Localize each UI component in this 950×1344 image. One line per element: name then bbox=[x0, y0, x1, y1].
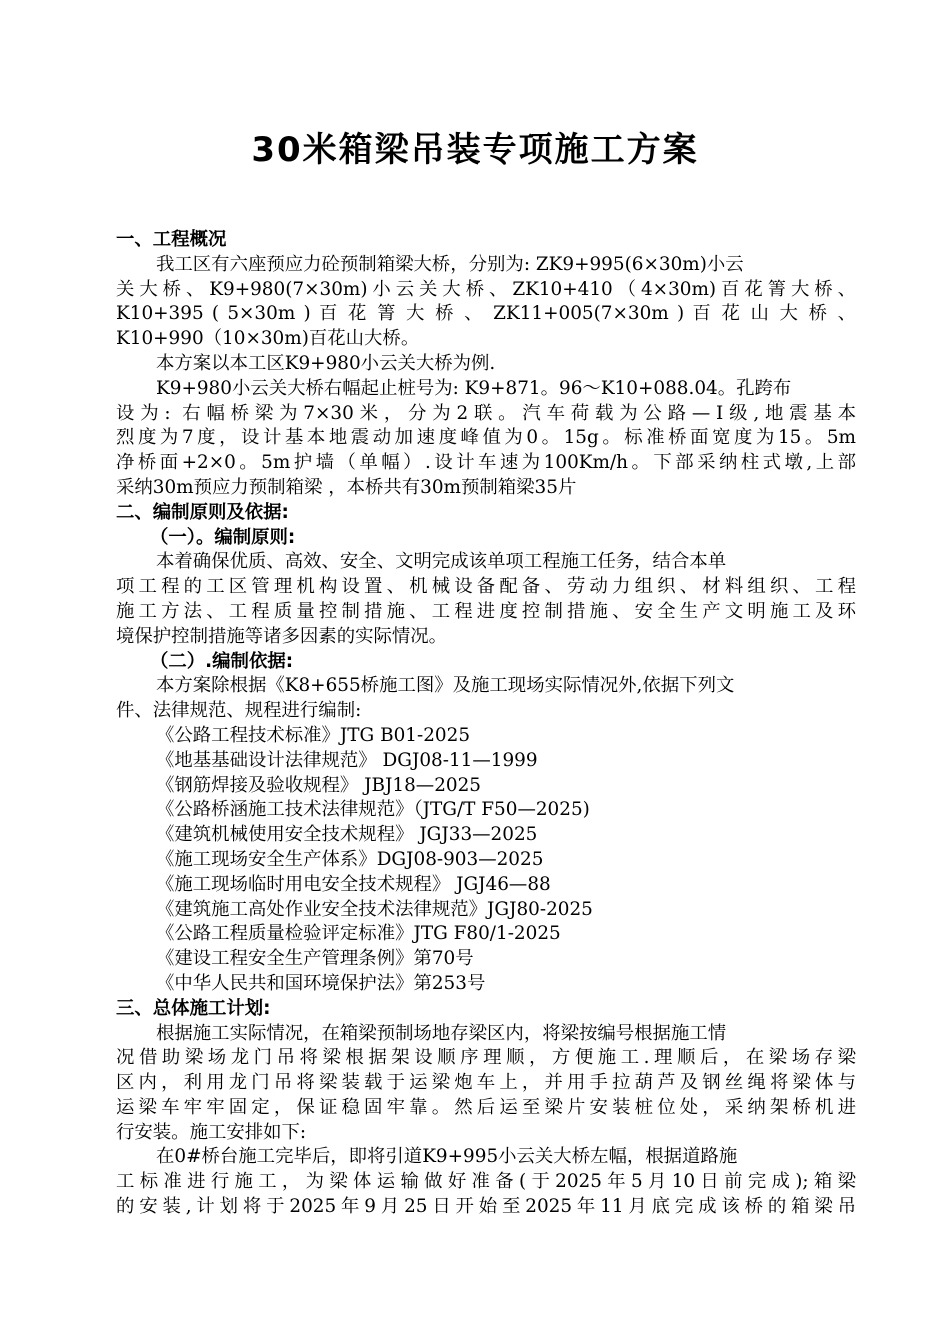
paragraph-line: K9+980小云关大桥右幅起止桩号为: K9+871。96～K10+088.04。孔跨布 bbox=[156, 377, 792, 399]
paragraph-line: 本着确保优质、高效、安全、文明完成该单项工程施工任务，结合本单 bbox=[156, 551, 727, 573]
reference-item: 《中华人民共和国环境保护法》第253号 bbox=[156, 972, 486, 994]
paragraph-line: 的安装,计划将于2025年9月25日开始至2025年11月底完成该桥的箱梁吊 bbox=[116, 1196, 856, 1218]
paragraph-line: 施工方法、工程质量控制措施、工程进度控制措施、安全生产文明施工及环 bbox=[116, 600, 856, 622]
document-title: 30米箱梁吊装专项施工方案 bbox=[251, 130, 699, 170]
paragraph-line: 采纳30m预应力预制箱梁 ，本桥共有30m预制箱梁35片 bbox=[116, 476, 577, 498]
paragraph-line: 项工程的工区管理机构设置、机械设备配备、劳动力组织、材料组织、工程 bbox=[116, 576, 856, 598]
reference-item: 《公路桥涵施工技术法律规范》（JTG/T F50—2025) bbox=[156, 799, 590, 821]
paragraph-line: 我工区有六座预应力砼预制箱梁大桥，分别为: ZK9+995(6×30m)小云 bbox=[156, 253, 744, 275]
subsection-heading-principles: （一）。编制原则: bbox=[150, 526, 296, 548]
section-heading-principles: 二、编制原则及依据: bbox=[116, 501, 289, 523]
paragraph-line: 本方案以本工区K9+980小云关大桥为例. bbox=[156, 352, 496, 374]
reference-item: 《公路工程技术标准》JTG B01-2025 bbox=[156, 724, 471, 746]
section-heading-plan: 三、总体施工计划: bbox=[116, 997, 271, 1019]
paragraph-line: K10+395 ( 5×30m ) 百 花 箐 大 桥 、 ZK11+005(7×30m ) 百 花 山 大 桥 、 bbox=[116, 303, 856, 325]
paragraph-line: 本方案除根据《K8+655桥施工图》及施工现场实际情况外,依据下列文 bbox=[156, 675, 735, 697]
document-body bbox=[116, 228, 856, 1220]
paragraph-line: 关大桥、K9+980(7×30m)小云关大桥、ZK10+410（4×30m)百花箐大桥、 bbox=[116, 278, 856, 300]
reference-item: 《施工现场安全生产体系》DGJ08-903—2025 bbox=[156, 848, 544, 870]
reference-item: 《建设工程安全生产管理条例》第70号 bbox=[156, 948, 474, 970]
paragraph-line: 件、法律规范、规程进行编制: bbox=[116, 700, 362, 722]
paragraph-line: K10+990（10×30m)百花山大桥。 bbox=[116, 328, 420, 350]
paragraph-line: 运梁车牢牢固定，保证稳固牢靠。然后运至梁片安装桩位处，采纳架桥机进 bbox=[116, 1096, 856, 1118]
paragraph-line: 境保护控制措施等诸多因素的实际情况。 bbox=[116, 625, 448, 647]
reference-item: 《地基基础设计法律规范》 DGJ08-11—1999 bbox=[156, 749, 538, 771]
paragraph-line: 区内，利用龙门吊将梁装载于运梁炮车上，并用手拉葫芦及钢丝绳将梁体与 bbox=[116, 1072, 856, 1094]
paragraph-line: 况借助梁场龙门吊将梁根据架设顺序理顺，方便施工.理顺后，在梁场存梁 bbox=[116, 1047, 856, 1069]
reference-item: 《钢筋焊接及验收规程》 JBJ18—2025 bbox=[156, 774, 481, 796]
paragraph-line: 工标准进行施工，为梁体运输做好准备(于2025年5月10日前完成);箱梁 bbox=[116, 1171, 856, 1193]
paragraph-line: 烈度为7度，设计基本地震动加速度峰值为0。15g。标准桥面宽度为15。5m bbox=[116, 427, 856, 449]
paragraph-line: 净桥面+2×0。5m护墙（单幅）.设计车速为100Km/h。下部采纳柱式墩,上部 bbox=[116, 452, 856, 474]
paragraph-line: 设为: 右幅桥梁为7×30米，分为2联。汽车荷载为公路—Ⅰ级,地震基本 bbox=[116, 402, 856, 424]
section-heading-overview: 一、工程概况 bbox=[116, 229, 227, 250]
subsection-heading-basis: （二）.编制依据: bbox=[150, 650, 294, 672]
reference-item: 《建筑机械使用安全技术规程》 JGJ33—2025 bbox=[156, 824, 538, 846]
reference-item: 《施工现场临时用电安全技术规程》 JGJ46—88 bbox=[156, 873, 551, 895]
paragraph-line: 根据施工实际情况，在箱梁预制场地存梁区内，将梁按编号根据施工情 bbox=[156, 1022, 727, 1044]
reference-item: 《建筑施工高处作业安全技术法律规范》JGJ80-2025 bbox=[156, 898, 593, 920]
reference-item: 《公路工程质量检验评定标准》JTG F80/1-2025 bbox=[156, 923, 561, 945]
paragraph-line: 行安装。施工安排如下: bbox=[116, 1121, 307, 1143]
paragraph-line: 在0#桥台施工完毕后，即将引道K9+995小云关大桥左幅，根据道路施 bbox=[156, 1146, 738, 1168]
